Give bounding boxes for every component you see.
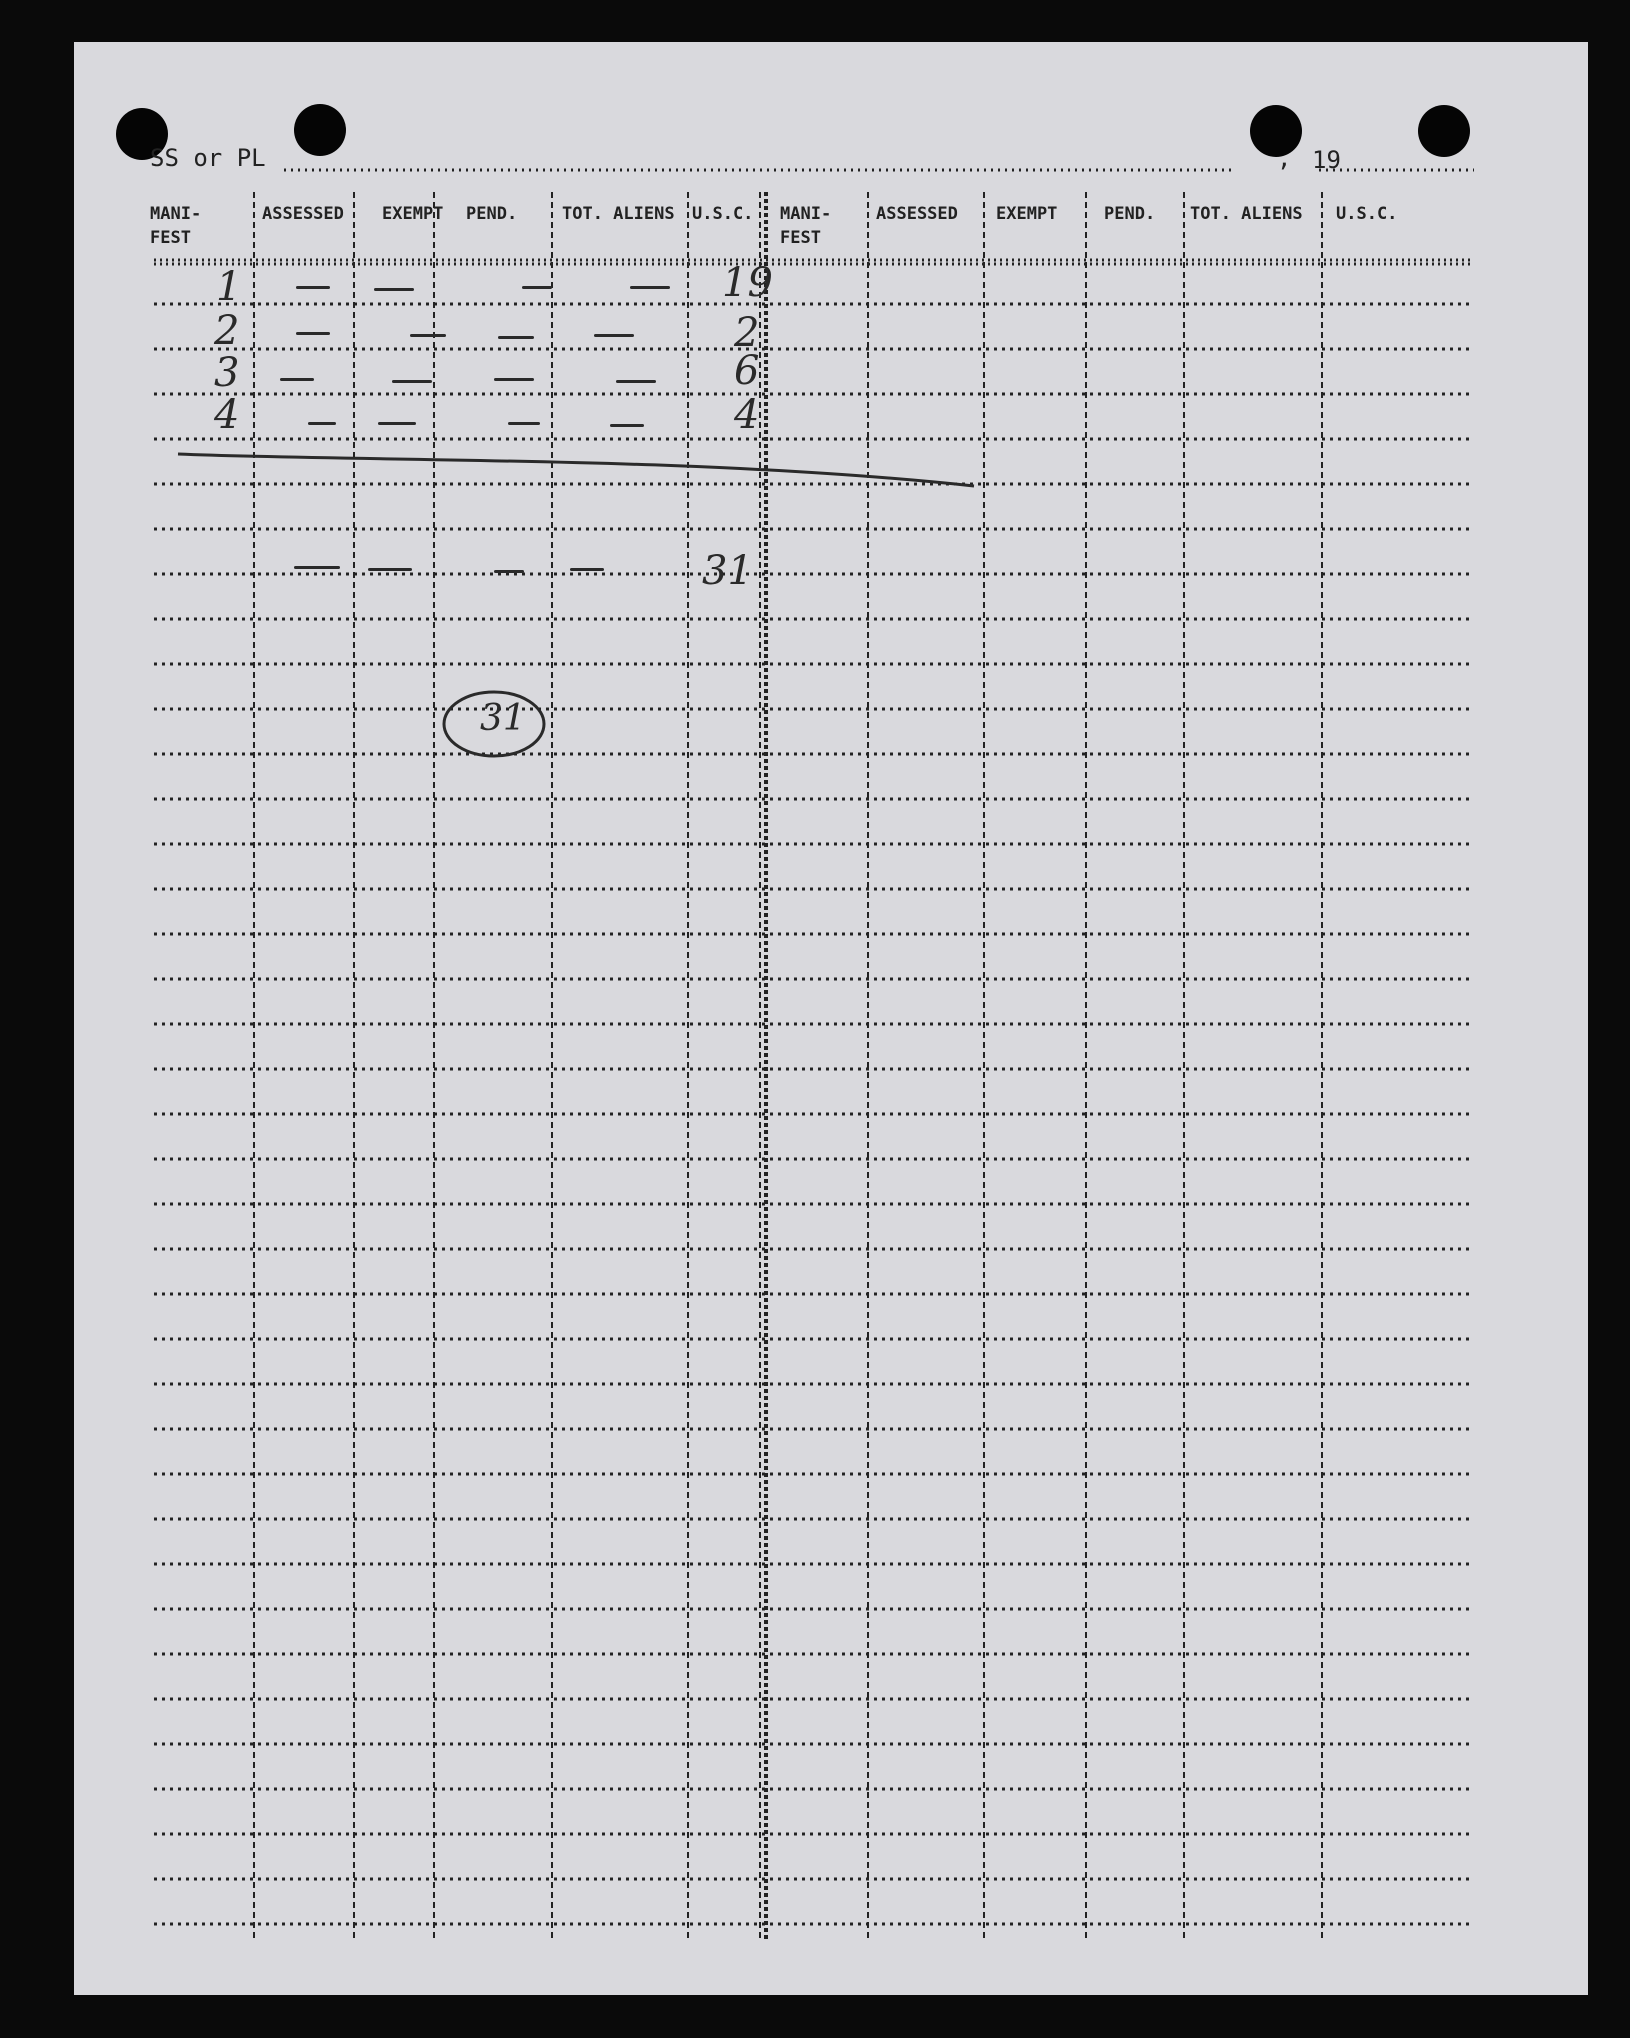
col-header-pend: PEND.: [466, 204, 518, 224]
dash: [374, 288, 414, 291]
circled-total: 31: [480, 698, 526, 739]
dash: [522, 286, 552, 289]
date-comma: ,: [1277, 144, 1292, 172]
dash: [570, 568, 604, 571]
col-header-manifest: MANI- FEST: [150, 204, 202, 248]
form-sheet: [74, 42, 1588, 1995]
dash: [494, 570, 524, 573]
dash: [410, 334, 446, 337]
handwritten-underline: [178, 454, 974, 486]
col-header-pend-2: PEND.: [1104, 204, 1156, 224]
dash: [294, 566, 340, 569]
dash: [280, 378, 314, 381]
dash: [508, 422, 540, 425]
dash: [296, 332, 330, 335]
col-header-assessed-2: ASSESSED: [876, 204, 958, 224]
row-2-manifest: 2: [214, 308, 240, 354]
dash: [498, 336, 534, 339]
row-2-usc: 2: [734, 310, 760, 356]
col-header-tot-aliens: TOT. ALIENS: [562, 204, 675, 224]
row-3-manifest: 3: [214, 350, 240, 396]
dash: [610, 424, 644, 427]
row-4-manifest: 4: [214, 392, 240, 438]
col-header-exempt-2: EXEMPT: [996, 204, 1058, 224]
col-header-exempt: EXEMPT: [382, 204, 444, 224]
dash: [616, 380, 656, 383]
row-3-usc: 6: [734, 348, 760, 394]
col-header-tot-aliens-2: TOT. ALIENS: [1190, 204, 1303, 224]
dash: [368, 568, 412, 571]
total-usc: 31: [702, 548, 753, 594]
col-header-manifest-2: MANI- FEST: [780, 204, 832, 248]
dash: [630, 286, 670, 289]
col-header-usc: U.S.C.: [692, 204, 754, 224]
col-header-usc-2: U.S.C.: [1336, 204, 1398, 224]
row-4-usc: 4: [734, 392, 760, 438]
vessel-label: SS or PL: [150, 144, 266, 172]
dash: [594, 334, 634, 337]
year-prefix: 19: [1312, 146, 1341, 174]
dash: [378, 422, 416, 425]
dash: [296, 286, 330, 289]
dash: [308, 422, 336, 425]
col-header-assessed: ASSESSED: [262, 204, 344, 224]
row-1-manifest: 1: [216, 264, 242, 310]
dash: [392, 380, 432, 383]
dash: [494, 378, 534, 381]
row-1-usc: 19: [722, 260, 773, 306]
